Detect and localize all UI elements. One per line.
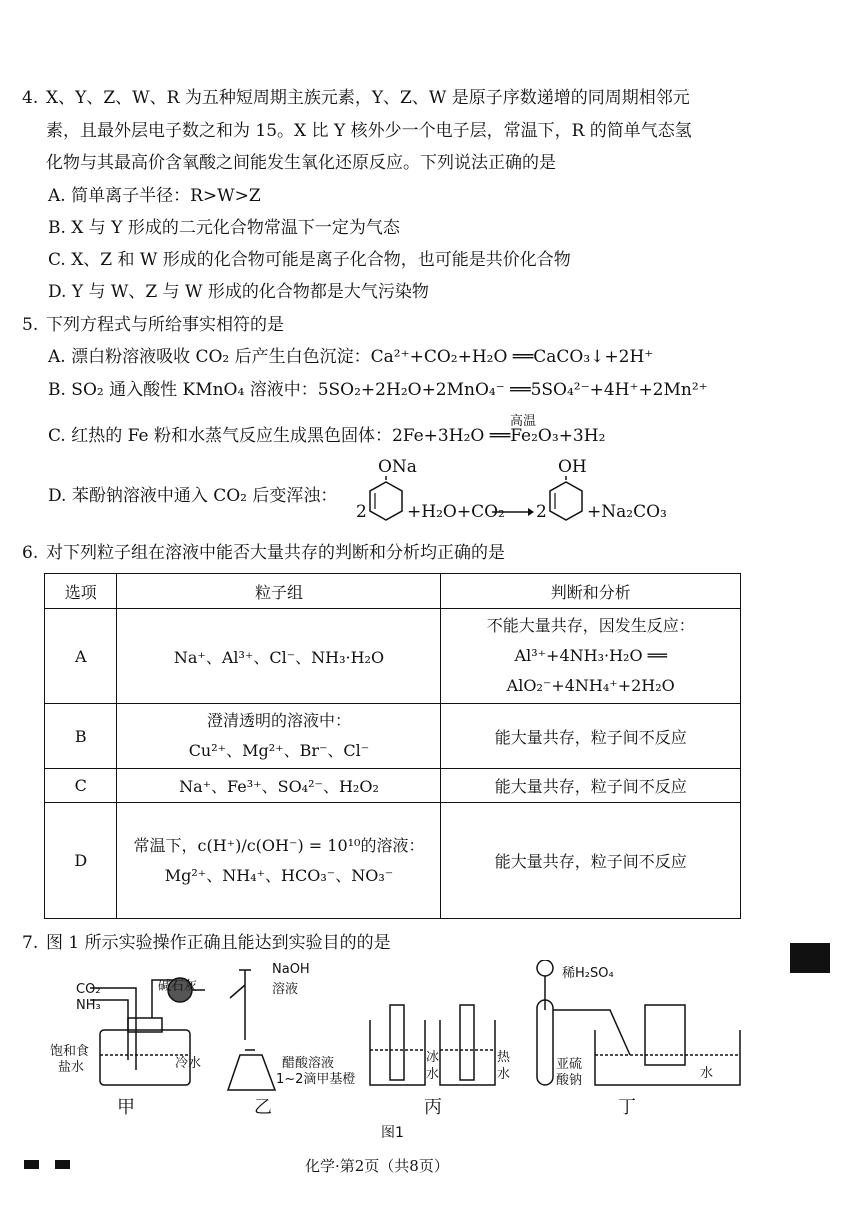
q4-line-1: X、Y、Z、W、R 为五种短周期主族元素，Y、Z、W 是原子序数递增的同周期相邻元 — [46, 88, 690, 108]
row-b-analysis: 能大量共存，粒子间不反应 — [441, 704, 741, 769]
row-a-analysis-line2: Al³⁺+4NH₃·H₂O ══ — [514, 646, 667, 665]
table-row — [45, 609, 741, 704]
bing-ice-label-2: 水 — [426, 1067, 440, 1082]
benzene-ring-icon — [366, 476, 406, 526]
footer-mark-right — [55, 1160, 70, 1169]
q4-line-2: 素，且最外层电子数之和为 15。X 比 Y 核外少一个电子层，常温下，R 的简单气态氢 — [46, 121, 692, 141]
q7-stem: 图 1 所示实验操作正确且能达到实验目的的是 — [46, 933, 391, 953]
row-d-particles — [117, 803, 441, 919]
row-a-option: A — [45, 609, 117, 704]
bing-ice-label-1: 冰 — [426, 1050, 440, 1065]
row-d-particles-line1: 常温下，c(H⁺)/c(OH⁻) = 10¹⁰的溶液： — [133, 835, 425, 855]
row-a-analysis — [441, 609, 741, 704]
q4-number: 4. — [22, 88, 39, 108]
q4-line-3: 化物与其最高价含氧酸之间能发生氧化还原反应。下列说法正确的是 — [46, 153, 556, 173]
jia-lime-label: 碱石灰 — [158, 979, 198, 994]
row-a-analysis-line1: 不能大量共存，因发生反应： — [486, 616, 695, 635]
q5-d-middle: +H₂O+CO₂ — [407, 502, 505, 522]
table-row — [45, 803, 741, 919]
row-a-particles: Na⁺、Al³⁺、Cl⁻、NH₃·H₂O — [117, 609, 441, 704]
q4-option-a: A. 简单离子半径：R>W>Z — [48, 186, 261, 206]
row-b-option: B — [45, 704, 117, 769]
row-b-particles — [117, 704, 441, 769]
q5-d-coef2: 2 — [536, 502, 547, 522]
q7-number: 7. — [22, 933, 39, 953]
reaction-arrow-icon — [492, 506, 534, 518]
q5-option-c: C. 红热的 Fe 粉和水蒸气反应生成黑色固体：2Fe+3H₂O ══Fe₂O₃+3H₂ — [48, 426, 606, 446]
q5-option-b: B. SO₂ 通入酸性 KMnO₄ 溶液中：5SO₂+2H₂O+2MnO₄⁻ ══5SO₄²⁻+4H⁺+2Mn²⁺ — [48, 380, 708, 400]
table-row — [45, 769, 741, 803]
ding-acid-label: 稀H₂SO₄ — [562, 966, 614, 981]
ding-salt-label-1: 亚硫 — [556, 1057, 583, 1072]
jia-co2-label: CO₂ — [76, 982, 101, 997]
row-c-analysis: 能大量共存，粒子间不反应 — [441, 769, 741, 803]
q4-option-c: C. X、Z 和 W 形成的化合物可能是离子化合物，也可能是共价化合物 — [48, 250, 571, 270]
figure-label-jia: 甲 — [117, 1097, 135, 1118]
yi-acid-label: 醋酸溶液 — [282, 1056, 335, 1071]
benzene-ring-icon — [546, 476, 586, 526]
figure-label-ding: 丁 — [618, 1097, 636, 1118]
q4-option-d: D. Y 与 W、Z 与 W 形成的化合物都是大气污染物 — [48, 282, 429, 302]
figure-label-yi: 乙 — [254, 1097, 272, 1118]
header-analysis: 判断和分析 — [441, 574, 741, 609]
table-row — [45, 704, 741, 769]
q4-option-b: B. X 与 Y 形成的二元化合物常温下一定为气态 — [48, 218, 400, 238]
jia-brine-label-2: 盐水 — [58, 1060, 85, 1075]
header-option: 选项 — [45, 574, 117, 609]
bing-hot-label-1: 热 — [497, 1050, 511, 1065]
jia-cold-water-label: 冷水 — [175, 1056, 202, 1071]
q5-d-tail: +Na₂CO₃ — [587, 502, 667, 522]
q5-stem: 下列方程式与所给事实相符的是 — [46, 315, 284, 335]
row-b-particles-line2: Cu²⁺、Mg²⁺、Br⁻、Cl⁻ — [188, 741, 370, 760]
row-d-particles-line2: Mg²⁺、NH₄⁺、HCO₃⁻、NO₃⁻ — [164, 865, 394, 885]
row-d-analysis: 能大量共存，粒子间不反应 — [441, 803, 741, 919]
yi-naoh-label-1: NaOH — [272, 962, 310, 977]
q5-d-coef1: 2 — [356, 502, 367, 522]
row-c-particles: Na⁺、Fe³⁺、SO₄²⁻、H₂O₂ — [117, 769, 441, 803]
yi-naoh-label-2: 溶液 — [272, 982, 299, 997]
jia-nh3-label: NH₃ — [76, 998, 101, 1013]
figure-label-bing: 丙 — [424, 1097, 442, 1118]
apparatus-yi — [228, 970, 275, 1090]
figure-caption: 图1 — [381, 1125, 404, 1141]
footer-mark-left — [24, 1160, 39, 1169]
page-footer: 化学·第2页（共8页） — [305, 1157, 449, 1175]
q5-d-product-group: OH — [558, 457, 587, 477]
ding-salt-label-2: 酸钠 — [556, 1073, 583, 1088]
yi-indicator-label: 1~2滴甲基橙 — [276, 1072, 356, 1087]
row-d-option: D — [45, 803, 117, 919]
q5-option-d: D. 苯酚钠溶液中通入 CO₂ 后变浑浊： — [48, 486, 338, 506]
q5-c-condition: 高温 — [510, 414, 537, 429]
row-c-option: C — [45, 769, 117, 803]
q6-stem: 对下列粒子组在溶液中能否大量共存的判断和分析均正确的是 — [46, 543, 505, 563]
q5-number: 5. — [22, 315, 39, 335]
ding-water-label: 水 — [700, 1066, 714, 1081]
row-b-particles-line1: 澄清透明的溶液中： — [206, 711, 351, 730]
header-particles: 粒子组 — [117, 574, 441, 609]
row-a-analysis-line3: AlO₂⁻+4NH₄⁺+2H₂O — [506, 676, 675, 695]
q5-d-reactant-group: ONa — [378, 457, 417, 477]
q6-table — [44, 573, 741, 919]
jia-brine-label-1: 饱和食 — [50, 1044, 90, 1059]
bing-hot-label-2: 水 — [497, 1067, 511, 1082]
q6-number: 6. — [22, 543, 39, 563]
q5-option-a: A. 漂白粉溶液吸收 CO₂ 后产生白色沉淀：Ca²⁺+CO₂+H₂O ══CaCO₃↓+2H⁺ — [48, 347, 654, 367]
